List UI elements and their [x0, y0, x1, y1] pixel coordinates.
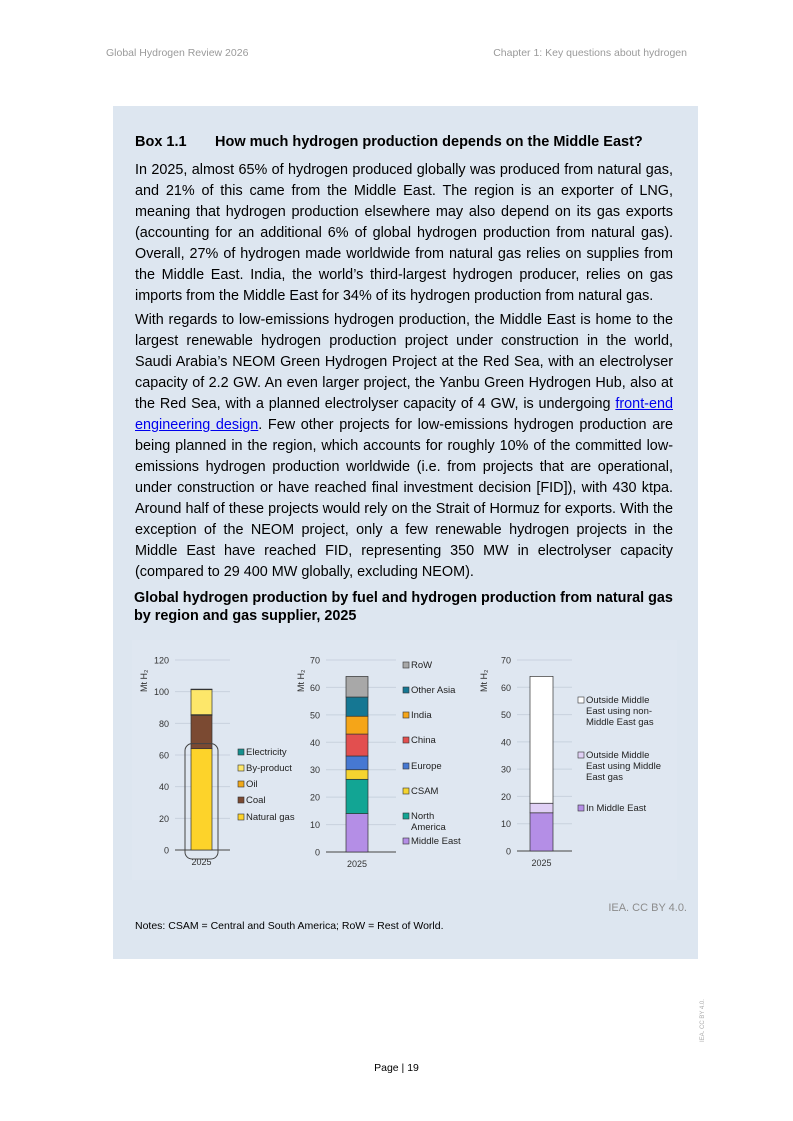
figure-notes: Notes: CSAM = Central and South America; RoW = Rest of World. [135, 920, 444, 932]
y-tick-label: 0 [163, 845, 169, 856]
legend-label: East using non- [586, 706, 653, 717]
legend-label: Outside Middle [586, 750, 650, 761]
y-tick-label: 120 [153, 655, 169, 666]
bar-segment [346, 779, 368, 813]
legend-swatch [403, 737, 409, 743]
legend-label: Middle East [411, 836, 461, 847]
y-tick-label: 50 [500, 710, 511, 721]
legend-swatch [238, 765, 244, 771]
legend-label: Electricity [246, 747, 287, 758]
para2-text-before: With regards to low-emissions hydrogen production, the Middle East is home to the largest renewable hydrogen production project under construction in the world, Saudi Arabia’s NEOM Green Hydrogen Project at the Red Sea, with an electrolyser capacity of 2.2 GW. An even larger project, the Yanbu Green Hydrogen Hub, also at the Red Sea, with a planned electrolyser capacity of 4 GW, is undergoing [135, 312, 673, 412]
bar-segment [346, 734, 368, 756]
figure-title: Global hydrogen production by fuel and hydrogen production from natural gas by region and gas supplier, 2025 [134, 590, 673, 624]
y-tick-label: 100 [153, 687, 169, 698]
box-paragraph-1: In 2025, almost 65% of hydrogen produced globally was produced from natural gas, and 21% of this came from the Middle East. The region is an exporter of LNG, meaning that hydrogen production elsewhere may also depend on its gas exports (accounting for an additional 6% of global hydrogen production from natural gas). Overall, 27% of hydrogen made worldwide from natural gas relies on supplies from the Middle East. India, the world’s third-largest hydrogen producer, relies on gas imports from the Middle East for 34% of its hydrogen production from natural gas. [135, 162, 673, 304]
y-tick-label: 10 [500, 819, 511, 830]
bar-segment [346, 770, 368, 780]
y-tick-label: 40 [500, 737, 511, 748]
y-tick-label: 40 [309, 737, 320, 748]
bar-segment [530, 813, 553, 851]
legend-swatch [578, 805, 584, 811]
y-axis-label: Mt H₂ [139, 669, 149, 692]
bar-segment [530, 803, 553, 813]
legend-swatch [403, 712, 409, 718]
legend-label: Middle East gas [586, 717, 654, 728]
legend-swatch [403, 838, 409, 844]
running-header-chapter: Chapter 1: Key questions about hydrogen [493, 47, 687, 59]
legend-swatch [578, 752, 584, 758]
bar-segment [346, 716, 368, 734]
charts-svg [132, 640, 677, 880]
y-tick-label: 60 [158, 750, 169, 761]
y-tick-label: 30 [500, 764, 511, 775]
legend-swatch [238, 749, 244, 755]
y-tick-label: 10 [309, 820, 320, 831]
y-tick-label: 60 [309, 682, 320, 693]
x-tick-label: 2025 [531, 858, 552, 868]
y-tick-label: 40 [158, 782, 169, 793]
box-number: Box 1.1 [135, 134, 187, 150]
box-title [135, 134, 643, 150]
box-heading: How much hydrogen production depends on the Middle East? [215, 134, 643, 150]
para2-text-after: . Few other projects for low-emissions hydrogen production are being planned in the region, which accounts for roughly 10% of the committed low-emissions hydrogen production worldwide (i.e. from projects that are operational, under construction or have reached final investment decision [FID]), with 430 ktpa. Around half of these projects would rely on the Strait of Hormuz for exports. With the exception of the NEOM project, only a few renewable hydrogen projects in the Middle East have reached FID, representing 350 MW in electrolyser capacity (compared to 29 400 MW globally, excluding NEOM). [135, 417, 674, 580]
y-tick-label: 20 [158, 813, 169, 824]
legend-label: By-product [246, 763, 292, 774]
page-number-value: 19 [407, 1062, 419, 1074]
legend-label: North [411, 811, 435, 822]
bar-segment [346, 697, 368, 716]
y-tick-label: 70 [500, 655, 511, 666]
x-tick-label: 2025 [191, 857, 212, 867]
y-tick-label: 80 [158, 718, 169, 729]
y-tick-label: 20 [309, 792, 320, 803]
bar-segment [346, 756, 368, 770]
legend-swatch [578, 697, 584, 703]
bar-segment [346, 676, 368, 697]
y-tick-label: 0 [505, 846, 511, 857]
legend-label: India [411, 710, 432, 721]
legend-label: Europe [411, 761, 442, 772]
legend-label: Natural gas [246, 812, 295, 823]
page-label: Page [374, 1062, 399, 1074]
legend-label: Outside Middle [586, 695, 650, 706]
bar-segment [191, 689, 212, 690]
y-axis-label: Mt H₂ [296, 669, 306, 692]
chart-panel [132, 640, 677, 880]
legend-label: East using Middle [586, 761, 661, 772]
legend-swatch [403, 763, 409, 769]
bar-segment [346, 814, 368, 852]
y-axis-label: Mt H₂ [479, 669, 489, 692]
figure-credit: IEA. CC BY 4.0. [608, 902, 687, 914]
legend-label: Oil [246, 779, 258, 790]
y-tick-label: 30 [309, 765, 320, 776]
legend-swatch [403, 813, 409, 819]
y-tick-label: 70 [309, 655, 320, 666]
bar-segment [191, 749, 212, 850]
legend-label: America [411, 822, 446, 833]
running-header-title: Global Hydrogen Review 2026 [106, 47, 249, 59]
legend-label: Other Asia [411, 685, 456, 696]
bar-segment [191, 689, 212, 714]
side-credit: IEA. CC BY 4.0. [700, 999, 706, 1042]
legend-swatch [403, 662, 409, 668]
x-tick-label: 2025 [346, 859, 368, 869]
page-number: Page | 19 [374, 1062, 419, 1074]
y-tick-label: 0 [314, 847, 320, 858]
legend-swatch [403, 687, 409, 693]
legend-swatch [238, 781, 244, 787]
y-tick-label: 20 [500, 791, 511, 802]
legend-label: East gas [586, 772, 623, 783]
legend-label: CSAM [411, 786, 439, 797]
feed-link[interactable]: front-end engineering design [135, 396, 673, 433]
legend-label: RoW [411, 660, 433, 671]
box-paragraph-2 [135, 310, 673, 583]
y-tick-label: 50 [309, 710, 320, 721]
bar-segment [530, 676, 553, 803]
legend-swatch [238, 797, 244, 803]
legend-swatch [403, 788, 409, 794]
legend-label: In Middle East [586, 803, 647, 814]
legend-label: Coal [246, 795, 266, 806]
legend-label: China [411, 735, 436, 746]
y-tick-label: 60 [500, 682, 511, 693]
legend-swatch [238, 814, 244, 820]
